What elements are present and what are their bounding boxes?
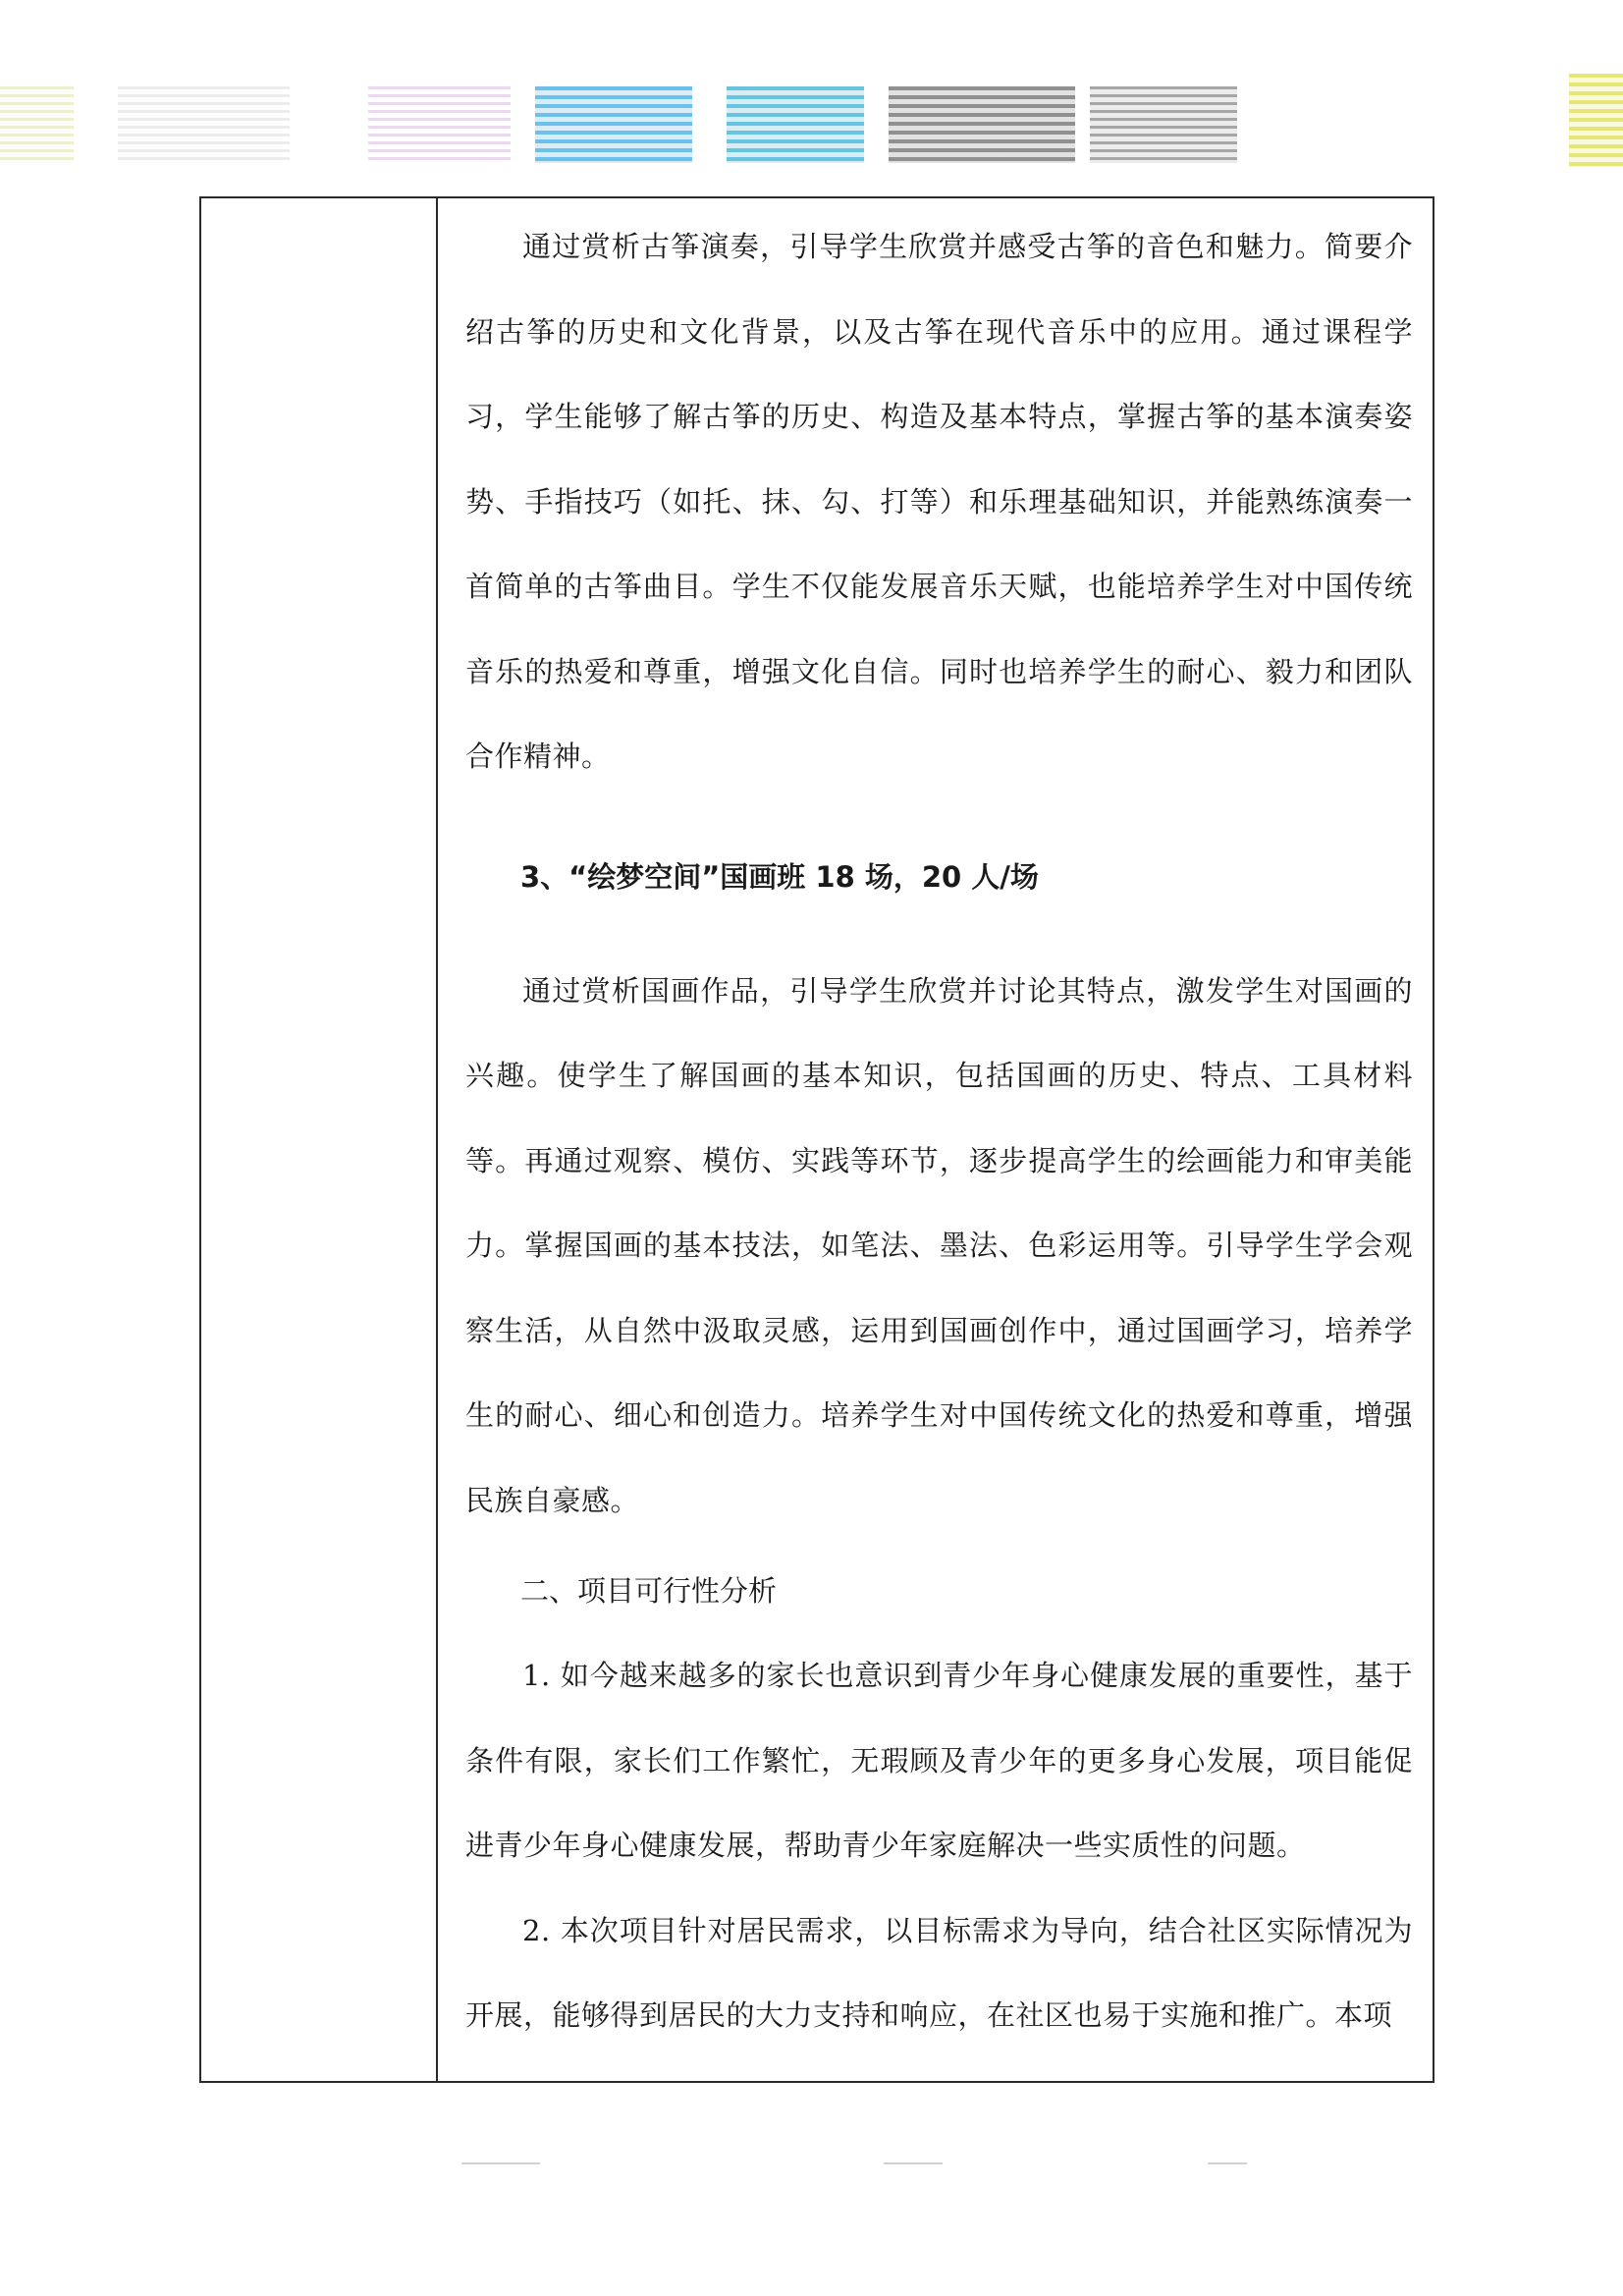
scan-artifact: [118, 86, 290, 163]
scan-artifact: [535, 86, 692, 163]
paragraph-painting: 通过赏析国画作品，引导学生欣赏并讨论其特点，激发学生对国画的兴趣。使学生了解国画的基本知识，包括国画的历史、特点、工具材料等。再通过观察、模仿、实践等环节，逐步提高学生的绘画能力和审美能力。掌握国画的基本技法，如笔法、墨法、色彩运用等。引导学生学会观察生活，从自然中汲取灵感，运用到国画创作中，通过国画学习，培养学生的耐心、细心和创造力。培养学生对中国传统文化的热爱和尊重，增强民族自豪感。: [465, 973, 1413, 1517]
scan-artifact: [0, 86, 74, 163]
section-heading-feasibility: 二、项目可行性分析: [520, 1574, 778, 1608]
scan-artifact: [461, 2162, 540, 2164]
table-left-cell: [201, 198, 436, 2081]
column-divider: [436, 196, 438, 2083]
scan-artifact: [884, 2162, 943, 2164]
scan-artifact: [1208, 2162, 1247, 2164]
scan-artifact: [368, 86, 511, 163]
feasibility-point-1: 1. 如今越来越多的家长也意识到青少年身心健康发展的重要性，基于条件有限，家长们工作繁忙，无瑕顾及青少年的更多身心发展，项目能促进青少年身心健康发展，帮助青少年家庭解决一些实质性的问题。: [465, 1659, 1413, 1862]
paragraph-guzheng: 通过赏析古筝演奏，引导学生欣赏并感受古筝的音色和魅力。简要介绍古筝的历史和文化背景，以及古筝在现代音乐中的应用。通过课程学习，学生能够了解古筝的历史、构造及基本特点，掌握古筝的基本演奏姿势、手指技巧（如托、抹、勾、打等）和乐理基础知识，并能熟练演奏一首简单的古筝曲目。学生不仅能发展音乐天赋，也能培养学生对中国传统音乐的热爱和尊重，增强文化自信。同时也培养学生的耐心、毅力和团队合作精神。: [465, 230, 1413, 773]
scan-artifact: [1569, 74, 1623, 167]
feasibility-point-2: 2. 本次项目针对居民需求，以目标需求为导向，结合社区实际情况为开展，能够得到居民的大力支持和响应，在社区也易于实施和推广。本项: [465, 1913, 1413, 2032]
scan-artifact: [1090, 86, 1237, 163]
table-content-cell: [465, 196, 1413, 2058]
scan-artifact: [889, 86, 1075, 163]
scan-artifact: [727, 86, 864, 163]
heading-painting-class: 3、“绘梦空间”国画班 18 场，20 人/场: [520, 859, 1039, 894]
